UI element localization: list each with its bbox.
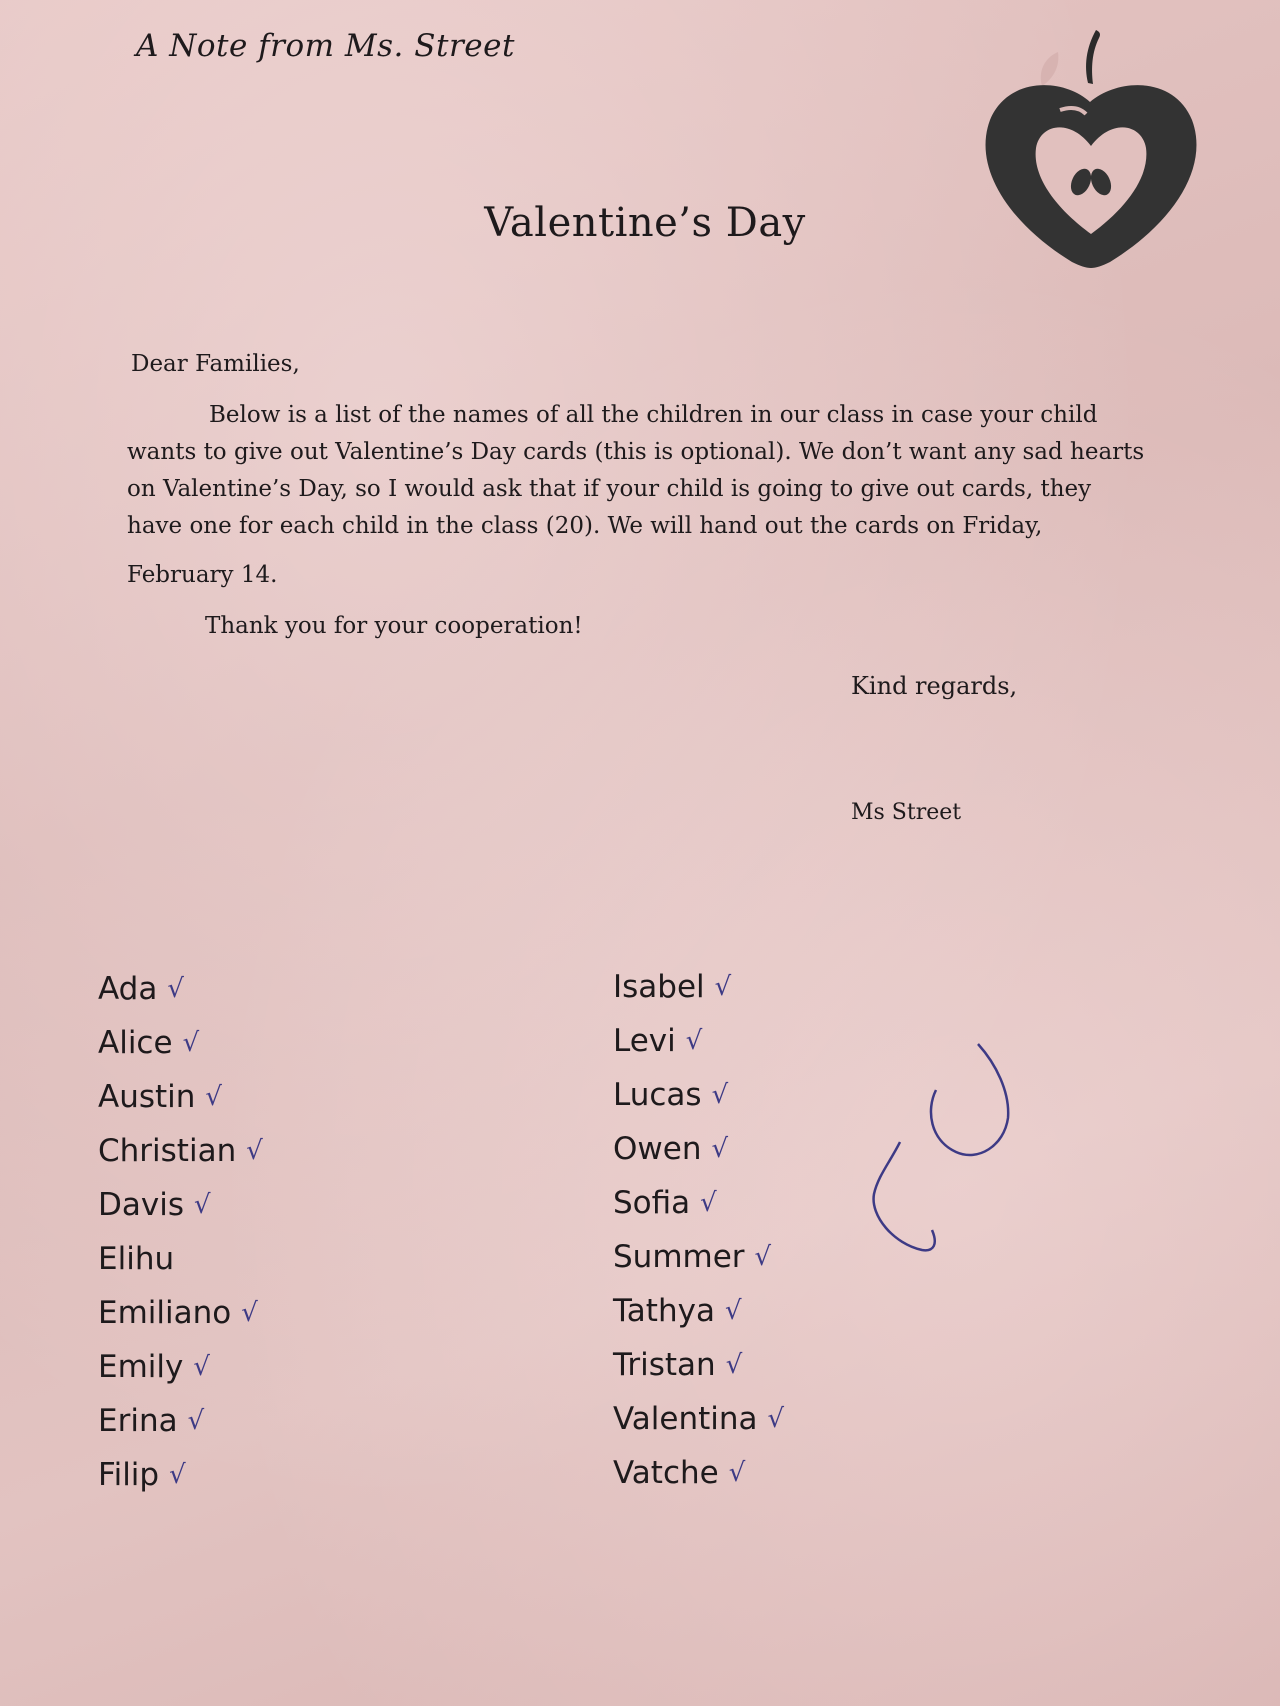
student-name: Davis [98, 1187, 184, 1223]
class-list-item [98, 1016, 263, 1070]
check-mark-icon: √ [246, 1136, 263, 1166]
class-list-item [613, 1014, 784, 1068]
class-list-item [98, 1340, 263, 1394]
check-mark-icon: √ [725, 1350, 743, 1380]
check-mark-icon: √ [685, 1026, 703, 1056]
student-name: Owen [613, 1131, 702, 1167]
student-name: Emily [98, 1349, 184, 1385]
student-name: Valentina [613, 1401, 758, 1437]
class-list-item [98, 1124, 263, 1178]
class-list-item [613, 1446, 784, 1500]
check-mark-icon: √ [711, 1134, 729, 1164]
letter-paragraph: Below is a list of the names of all the children in our class in case your child wants to give out Valentine’s Day cards (this is optional). We don’t want any sad hearts on Valentine’s Day, so I would ask that if your child is going to give out cards, they have one for each child in the class (20). We will hand out the cards on Friday, [127, 402, 1145, 539]
class-list-item [613, 1392, 784, 1446]
student-name: Elihu [98, 1241, 175, 1277]
student-name: Filip [98, 1457, 160, 1493]
check-mark-icon: √ [187, 1406, 205, 1436]
student-name: Christian [98, 1133, 237, 1169]
class-list-right [613, 960, 784, 1500]
page-title: Valentine’s Day [484, 200, 806, 246]
check-mark-icon: √ [728, 1458, 746, 1488]
student-name: Erina [98, 1403, 178, 1439]
letter-closing: Kind regards, [851, 672, 1018, 700]
class-list-item [613, 1176, 784, 1230]
class-list-item [613, 1338, 784, 1392]
class-list-left [98, 962, 263, 1502]
class-list-item [98, 962, 263, 1016]
letter-date: February 14. [127, 562, 278, 588]
class-list-item [98, 1178, 263, 1232]
student-name: Emiliano [98, 1295, 232, 1331]
student-name: Vatche [613, 1455, 719, 1491]
student-name: Isabel [613, 969, 705, 1005]
student-name: Tristan [613, 1347, 716, 1383]
student-name: Alice [98, 1025, 173, 1061]
class-list-item [613, 1284, 784, 1338]
check-mark-icon: √ [193, 1352, 210, 1382]
check-mark-icon: √ [167, 974, 184, 1004]
check-mark-icon: √ [711, 1080, 729, 1110]
check-mark-icon: √ [754, 1242, 772, 1272]
class-list-item [98, 1394, 263, 1448]
student-name: Austin [98, 1079, 196, 1115]
class-list-item [613, 1122, 784, 1176]
handwritten-check-scribble [860, 1030, 1030, 1255]
letter-thanks: Thank you for your cooperation! [205, 613, 583, 639]
check-mark-icon: √ [700, 1188, 717, 1218]
check-mark-icon: √ [182, 1028, 200, 1058]
check-mark-icon: √ [714, 972, 732, 1002]
letter-signer: Ms Street [851, 800, 962, 825]
student-name: Sofia [613, 1185, 691, 1221]
student-name: Ada [98, 971, 158, 1007]
student-name: Tathya [613, 1293, 715, 1329]
check-mark-icon: √ [205, 1082, 222, 1112]
letter-greeting: Dear Families, [131, 351, 300, 377]
note-header: A Note from Ms. Street [136, 28, 515, 64]
student-name: Levi [613, 1023, 676, 1059]
student-name: Lucas [613, 1077, 702, 1113]
check-mark-icon: √ [193, 1190, 211, 1220]
check-mark-icon: √ [724, 1296, 742, 1326]
letter-body [127, 346, 1147, 645]
class-list-item [98, 1070, 263, 1124]
check-mark-icon: √ [767, 1404, 785, 1434]
student-name: Summer [613, 1239, 745, 1275]
check-mark-icon: √ [169, 1460, 186, 1490]
class-list-item [98, 1232, 263, 1286]
class-list-item [613, 1068, 784, 1122]
check-mark-icon: √ [241, 1298, 258, 1328]
class-list-item [98, 1448, 263, 1502]
class-list-item [613, 960, 784, 1014]
class-list-item [613, 1230, 784, 1284]
class-list-item [98, 1286, 263, 1340]
